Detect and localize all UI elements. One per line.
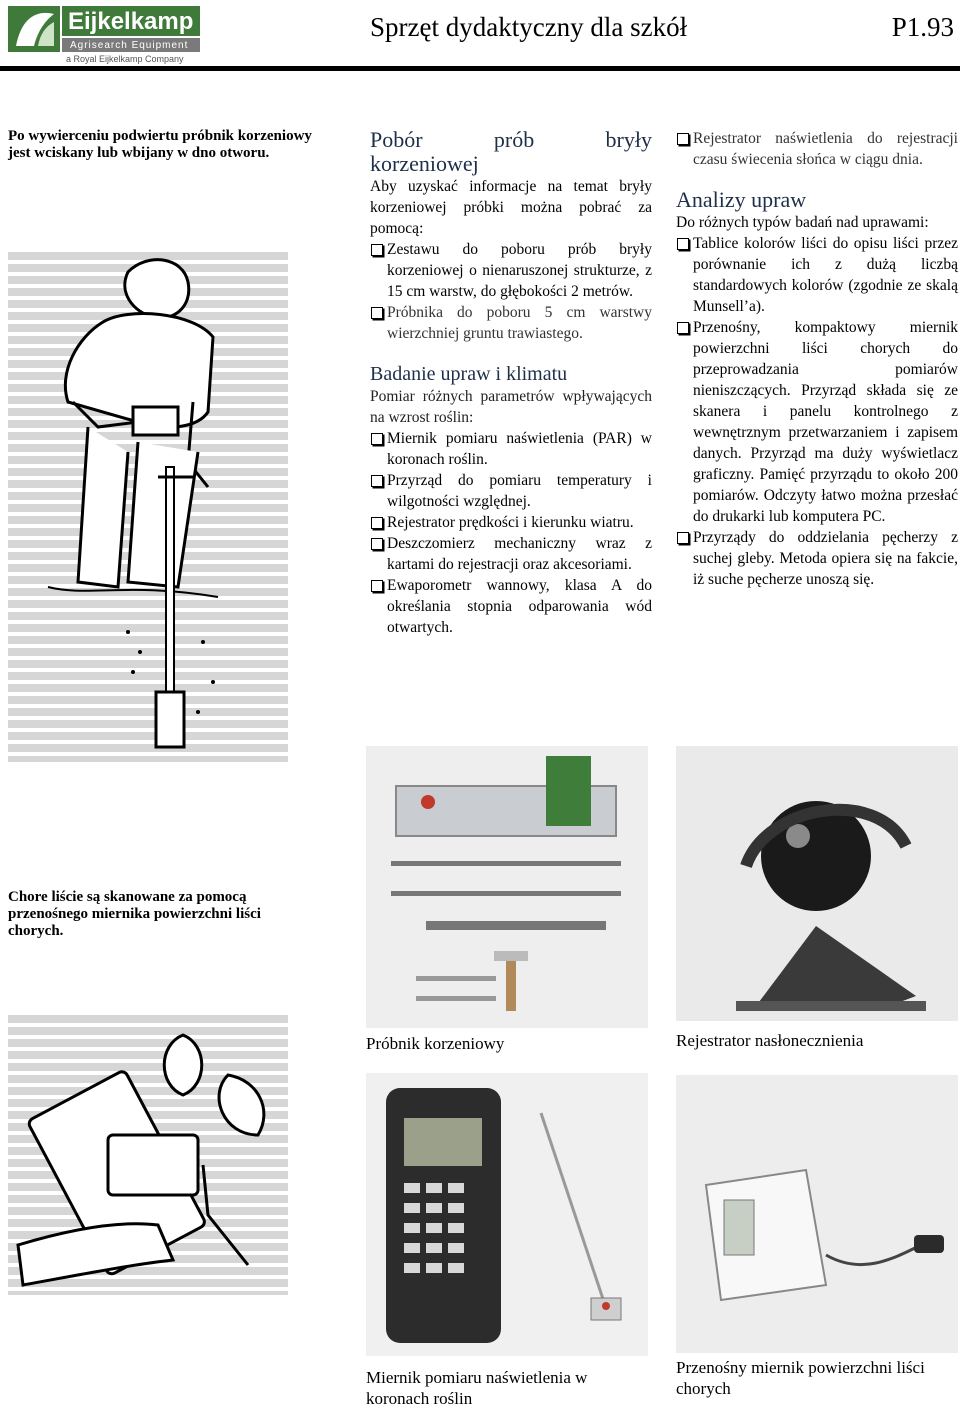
par-meter-photo: [366, 1073, 648, 1356]
leaf-area-meter-photo: [676, 1075, 958, 1353]
list-item: Przyrząd do pomiaru temperatury i wilgotności względnej.: [370, 470, 652, 512]
list-item: Przenośny, kompaktowy miernik powierzchni liści chorych do przeprowadzania pomiarów nieniszczących. Przyrząd składa się ze skanera i panelu kontrolnego z wewnętrznym przetwarzaniem i zapisem danych. Przyrząd ma duży wyświetlacz graficzny. Pamięć przyrządu to około 200 pomiarów. Odczyty łatwo można przesłać do drukarki lub komputera PC.: [676, 317, 958, 527]
sunshine-recorder-photo: [676, 746, 958, 1021]
leaf-area-meter-caption-label: Przenośny miernik powierzchni liści chorych: [676, 1358, 925, 1398]
par-meter-caption-label: Miernik pomiaru naświetlenia w koronach roślin: [366, 1368, 588, 1408]
list-item: Deszczomierz mechaniczny wraz z kartami do rejestracji oraz akcesoriami.: [370, 533, 652, 575]
leaf-scan-caption: Chore liście są skanowane za pomocą przenośnego miernika powierzchni liści chorych.: [8, 889, 261, 939]
leaf-scanner-illustration: [8, 1015, 288, 1295]
header-rule: [0, 66, 960, 71]
root-sampler-photo: [366, 746, 648, 1028]
climate-heading: Badanie upraw i klimatu: [370, 363, 568, 385]
root-sampler-caption-label: Próbnik korzeniowy: [366, 1034, 505, 1053]
list-item: Miernik pomiaru naświetlenia (PAR) w koronach roślin.: [370, 428, 652, 470]
brand-name: Eijkelkamp: [68, 8, 194, 35]
roots-intro: Aby uzyskać informacje na temat bryły korzeniowej próbki można pobrać za pomocą:: [370, 178, 652, 237]
list-item: Ewaporometr wannowy, klasa A do określania stopnia odparowania wód otwartych.: [370, 575, 652, 638]
list-item: Przyrządy do oddzielania pęcherzy z suchej gleby. Metoda opiera się na fakcie, iż suche pęcherze unoszą się.: [676, 527, 958, 590]
roots-heading-line2: korzeniowej: [370, 151, 479, 176]
sunshine-recorder-caption-label: Rejestrator nasłonecznienia: [676, 1031, 864, 1050]
list-item: Rejestrator naświetlenia do rejestracji czasu świecenia słońca w ciągu dnia.: [676, 128, 958, 170]
crops-list: [676, 233, 958, 590]
list-item: Tablice kolorów liści do opisu liści przez porównanie ich z dużą liczbą standardowych kolorów (zgodnie ze skalą Munsell’a).: [676, 233, 958, 317]
crops-heading: Analizy upraw: [676, 187, 807, 212]
column-right: [676, 128, 958, 590]
root-sampler-caption: Po wywierceniu podwiertu próbnik korzeniowy jest wciskany lub wbijany w dno otworu.: [8, 128, 312, 161]
page-number: P1.93: [891, 12, 954, 42]
sunshine-list: [676, 128, 958, 170]
list-item: Zestawu do poboru prób bryły korzeniowej o nienaruszonej strukturze, z 15 cm warstw, do głębokości 2 metrów.: [370, 239, 652, 302]
climate-list: [370, 428, 652, 638]
page-title: Sprzęt dydaktyczny dla szkół: [370, 12, 688, 42]
brand-tagline: a Royal Eijkelkamp Company: [66, 54, 184, 64]
root-sampler-illustration: [8, 252, 288, 762]
list-item: Rejestrator prędkości i kierunku wiatru.: [370, 512, 652, 533]
brand-subtitle: Agrisearch Equipment: [70, 40, 189, 51]
roots-heading: Pobór prób bryły: [370, 127, 652, 152]
climate-intro: Pomiar różnych parametrów wpływających na wzrost roślin:: [370, 388, 652, 426]
crops-intro: Do różnych typów badań nad uprawami:: [676, 214, 929, 231]
list-item: Próbnika do poboru 5 cm warstwy wierzchniej gruntu trawiastego.: [370, 302, 652, 344]
roots-list: [370, 239, 652, 344]
column-middle: [370, 128, 652, 638]
